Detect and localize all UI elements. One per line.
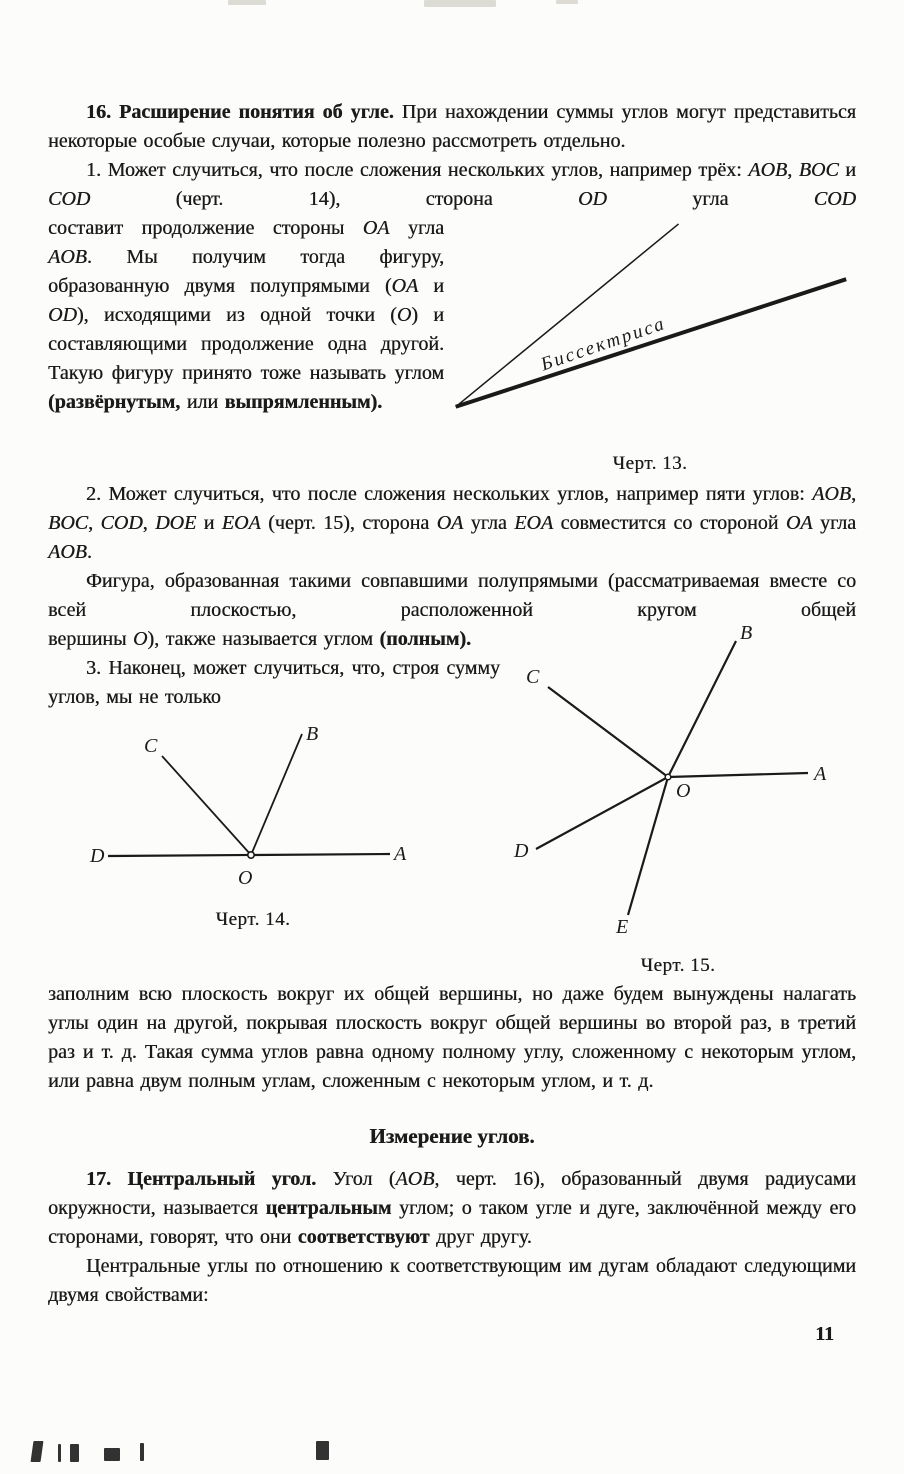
paragraph-16-intro: 16. Расширение понятия об угле. При нахождении суммы углов могут представиться некоторые особые случаи, которые полезно рассмотреть отдельно.	[48, 101, 857, 152]
fig15-ray-oe	[628, 777, 668, 915]
figure-14-caption: Черт. 14.	[215, 909, 291, 930]
scan-artifact-bottom	[31, 1441, 44, 1462]
fig15-label-a: A	[814, 763, 827, 785]
fig14-ray-oc	[162, 756, 251, 855]
figure-13-caption: Черт. 13.	[612, 453, 688, 474]
figure-14-drawing	[88, 726, 418, 894]
paragraph-point3: 3. Наконец, может случиться, что, строя сумму углов, мы не только	[48, 657, 500, 708]
text-figure13-row	[48, 214, 856, 478]
scan-artifact-bottom	[104, 1448, 120, 1461]
figure-15-drawing	[508, 625, 843, 940]
fig15-ray-oc	[548, 687, 668, 777]
scan-artifact-bottom	[140, 1443, 144, 1461]
paragraph-figura-lead: Фигура, образованная такими совпавшими полупрямыми (рассматриваемая вместе со всей плоскостью, расположенной кругом общей	[48, 570, 856, 621]
fig15-label-b: B	[740, 625, 753, 644]
figure-15	[500, 625, 856, 980]
fig14-label-b: B	[306, 726, 319, 745]
figure-13-drawing	[450, 218, 850, 447]
scan-artifact-bottom	[58, 1444, 61, 1462]
text-figures-row	[48, 625, 856, 980]
fig14-label-d: D	[90, 845, 105, 867]
fig13-bisector-line	[456, 279, 846, 407]
fig15-ray-ob	[668, 641, 736, 777]
scan-artifact-bottom	[70, 1444, 79, 1462]
fig14-vertex-o	[248, 852, 254, 858]
fig14-ray-ob	[251, 734, 302, 855]
section-heading-measurement: Измерение углов.	[369, 1124, 535, 1148]
paragraph-point2: 2. Может случиться, что после сложения нескольких углов, например пяти углов: AOB, BOC, COD, DOE и EOA (черт. 15), сторона OA угла EOA совместится со стороной OA угла AOB.	[48, 483, 857, 563]
fig15-label-c: C	[526, 666, 540, 688]
fig15-label-o: O	[676, 780, 691, 802]
paragraph-17-central-angle: 17. Центральный угол. Угол (AOB, черт. 16), образованный двумя радиусами окружности, называется центральным углом; о таком угле и дуге, заключённой между его сторонами, говорят, что они соответствуют друг другу.	[48, 1168, 856, 1248]
fig15-label-d: D	[514, 840, 529, 862]
fig13-bisector-label: Биссектриса	[538, 312, 669, 376]
figure-13	[444, 214, 856, 478]
scan-artifact-bottom	[316, 1441, 329, 1460]
paragraph-point3-continued: заполним всю плоскость вокруг их общей вершины, но даже будем вынуждены налагать углы один на другой, покрывая плоскость вокруг общей вершины во второй раз, в третий раз и т. д. Такая сумма углов равна одному полному углу, сложенному с некоторым углом, или равна двум полным углам, сложенным с некоторым углом, и т. д.	[48, 983, 856, 1092]
scan-artifact-top	[228, 0, 266, 5]
scan-artifact-top	[424, 0, 496, 7]
fig14-label-c: C	[144, 735, 158, 757]
figure-15-caption: Черт. 15.	[640, 955, 716, 976]
fig15-vertex-o	[665, 774, 671, 780]
figure-14	[88, 726, 418, 934]
paragraph-point1-lead: 1. Может случиться, что после сложения нескольких углов, например трёх: AOB, BOC и COD (черт. 14), сторона OD угла COD	[48, 159, 857, 210]
paragraph-point1-continued: составит продолжение стороны OA угла AOB. Мы получим тогда фигуру, образованную двумя полупрямыми (OA и OD), исходящими из одной точки (O) и составляющими продолжение одна другой. Такую фигуру принято тоже называть углом (развёрнутым, или выпрямленным).	[48, 217, 445, 413]
paragraph-central-properties: Центральные углы по отношению к соответствующим им дугам обладают следующими двумя свойствами:	[48, 1255, 856, 1306]
scan-artifact-top	[556, 0, 578, 4]
fig14-label-a: A	[394, 843, 407, 865]
fig15-label-e: E	[616, 916, 629, 938]
fig14-label-o: O	[238, 867, 253, 889]
fig15-ray-od	[536, 777, 668, 849]
fig13-angle-side	[456, 224, 679, 407]
fig15-ray-oa	[668, 773, 808, 777]
paragraph-figura-continued: вершины O), также называется углом (полным).	[48, 628, 471, 650]
page-number: 11	[815, 1323, 834, 1345]
